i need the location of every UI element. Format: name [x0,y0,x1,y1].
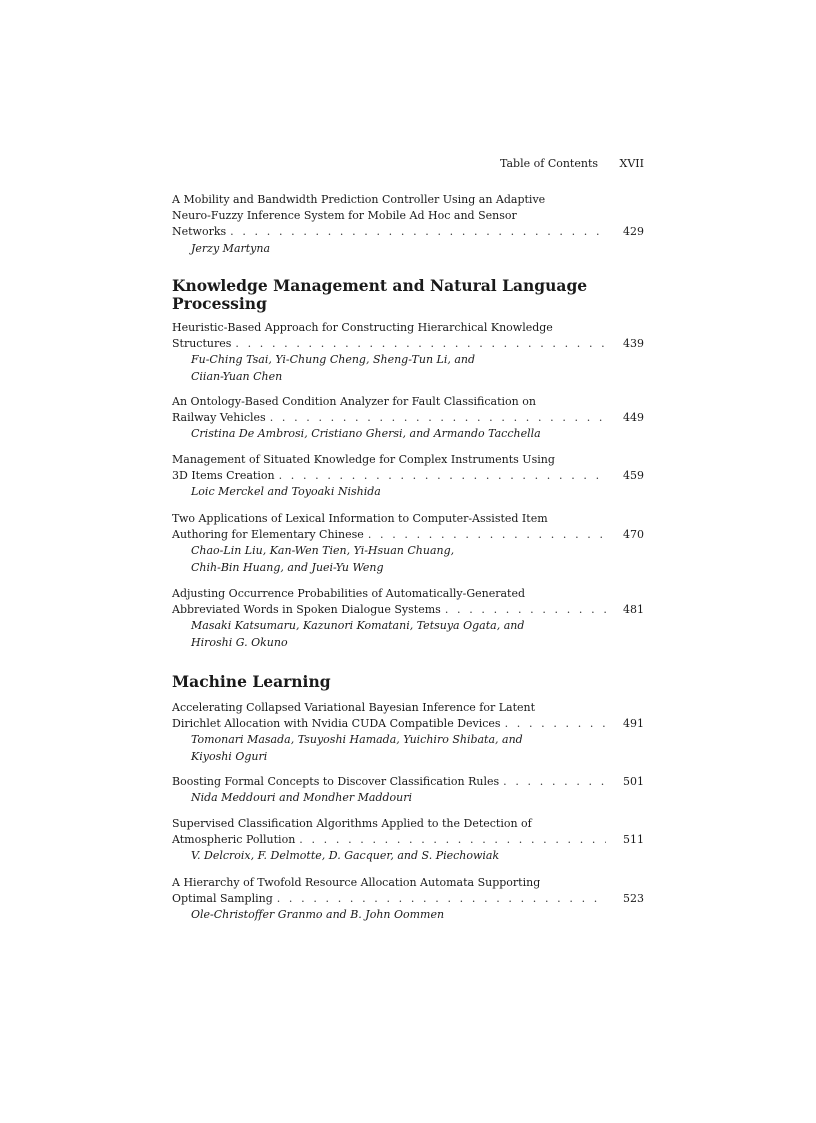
entry-page-number: 491 [623,717,644,731]
entry-page-number: 439 [623,337,644,351]
section-heading [172,673,644,691]
dot-leader [445,602,606,618]
entry-title-line: Neuro-Fuzzy Inference System for Mobile Ad Hoc and Sensor [172,209,517,223]
running-head-page-number: XVII [619,157,644,170]
entry-author-line: Ole-Christoffer Granmo and B. John Oommen [191,908,445,922]
entry-author-line: Loic Merckel and Toyoaki Nishida [191,485,381,499]
entry-author-line: Tomonari Masada, Tsuyoshi Hamada, Yuichiro Shibata, and [191,733,523,747]
entry-page-number: 481 [623,603,644,617]
entry-title-line: Adjusting Occurrence Probabilities of Automatically-Generated [172,587,526,600]
entry-title-line: Heuristic-Based Approach for Constructing Hierarchical Knowledge [172,321,553,334]
entry-title-line: Accelerating Collapsed Variational Bayesian Inference for Latent [172,701,536,714]
entry-authors [172,241,644,257]
entry-author-line: Ciian-Yuan Chen [191,369,283,383]
entry-authors [172,484,644,500]
entry-title-last-line [172,224,644,240]
toc-entry[interactable] [172,192,644,257]
entry-title-line: Authoring for Elementary Chinese [172,528,364,542]
entry-title-line: A Hierarchy of Twofold Resource Allocation Automata Supporting [172,876,541,889]
dot-leader [368,527,606,543]
section-heading-line: Processing [172,294,267,313]
dot-leader [299,832,606,848]
toc-entry[interactable] [172,320,644,385]
entry-title-last-line [172,774,644,790]
toc-entry[interactable] [172,816,644,865]
entry-page-number: 470 [623,528,644,542]
dot-leader [270,410,606,426]
entry-author-line: Hiroshi G. Okuno [191,635,288,649]
entry-title-line: Dirichlet Allocation with Nvidia CUDA Compatible Devices [172,717,501,731]
dot-leader [503,774,606,790]
entry-title-last-line [172,602,644,618]
running-head [500,157,644,170]
entry-title-last-line [172,832,644,848]
entry-title-line: An Ontology-Based Condition Analyzer for Fault Classification on [172,395,536,408]
entry-author-line: Chao-Lin Liu, Kan-Wen Tien, Yi-Hsuan Chuang, [191,544,455,558]
entry-page-number: 429 [623,225,644,239]
section-heading-line: Knowledge Management and Natural Language [172,276,588,295]
toc-entry[interactable] [172,452,644,501]
entry-title-line: Railway Vehicles [172,411,266,425]
entry-authors [172,732,644,764]
dot-leader [277,891,606,907]
toc-entry[interactable] [172,774,644,806]
entry-title-line: Optimal Sampling [172,892,273,906]
entry-authors [172,907,644,923]
entry-page-number: 501 [623,775,644,788]
entry-author-line: Masaki Katsumaru, Kazunori Komatani, Tetsuya Ogata, and [191,619,525,633]
entry-author-line: Kiyoshi Oguri [191,749,268,763]
dot-leader [279,468,606,484]
entry-title-last-line [172,468,644,484]
entry-title-line: Two Applications of Lexical Information to Computer-Assisted Item [172,512,548,525]
entry-authors [172,426,644,442]
entry-title-line: Structures [172,337,232,351]
entry-page-number: 449 [623,411,644,425]
section-heading [172,277,644,313]
entry-title-line: Networks [172,225,227,239]
entry-title-last-line [172,716,644,732]
entry-title-last-line [172,891,644,907]
toc-entry[interactable] [172,586,644,651]
toc-entry[interactable] [172,875,644,924]
entry-author-line: Jerzy Martyna [191,241,271,255]
entry-authors [172,848,644,864]
entry-author-line: V. Delcroix, F. Delmotte, D. Gacquer, and S. Piechowiak [191,849,500,863]
entry-authors [172,790,644,806]
entry-page-number: 459 [623,469,644,483]
running-head-title: Table of Contents [500,157,599,170]
entry-title-last-line [172,410,644,426]
dot-leader [235,336,606,352]
entry-title-line: 3D Items Creation [172,469,275,483]
entry-title-line: Management of Situated Knowledge for Complex Instruments Using [172,453,555,466]
entry-author-line: Chih-Bin Huang, and Juei-Yu Weng [191,560,384,574]
entry-authors [172,543,644,575]
toc-entry[interactable] [172,700,644,765]
entry-page-number: 511 [623,833,644,847]
entry-title-line: Abbreviated Words in Spoken Dialogue Systems [172,603,441,617]
section-heading-line: Machine Learning [172,672,331,691]
entry-authors [172,352,644,384]
dot-leader [230,224,606,240]
entry-authors [172,618,644,650]
entry-title-line: Supervised Classification Algorithms Applied to the Detection of [172,817,532,830]
entry-title-line: Atmospheric Pollution [172,833,296,847]
entry-title-line: Boosting Formal Concepts to Discover Classification Rules [172,775,500,788]
dot-leader [505,716,606,732]
entry-title-last-line [172,527,644,543]
entry-author-line: Nida Meddouri and Mondher Maddouri [191,791,413,805]
entry-title-last-line [172,336,644,352]
toc-entry[interactable] [172,394,644,443]
entry-author-line: Cristina De Ambrosi, Cristiano Ghersi, and Armando Tacchella [191,427,541,441]
entry-title-line: A Mobility and Bandwidth Prediction Controller Using an Adaptive [172,193,546,206]
toc-entry[interactable] [172,511,644,576]
entry-author-line: Fu-Ching Tsai, Yi-Chung Cheng, Sheng-Tun Li, and [191,353,476,367]
entry-page-number: 523 [623,892,644,906]
